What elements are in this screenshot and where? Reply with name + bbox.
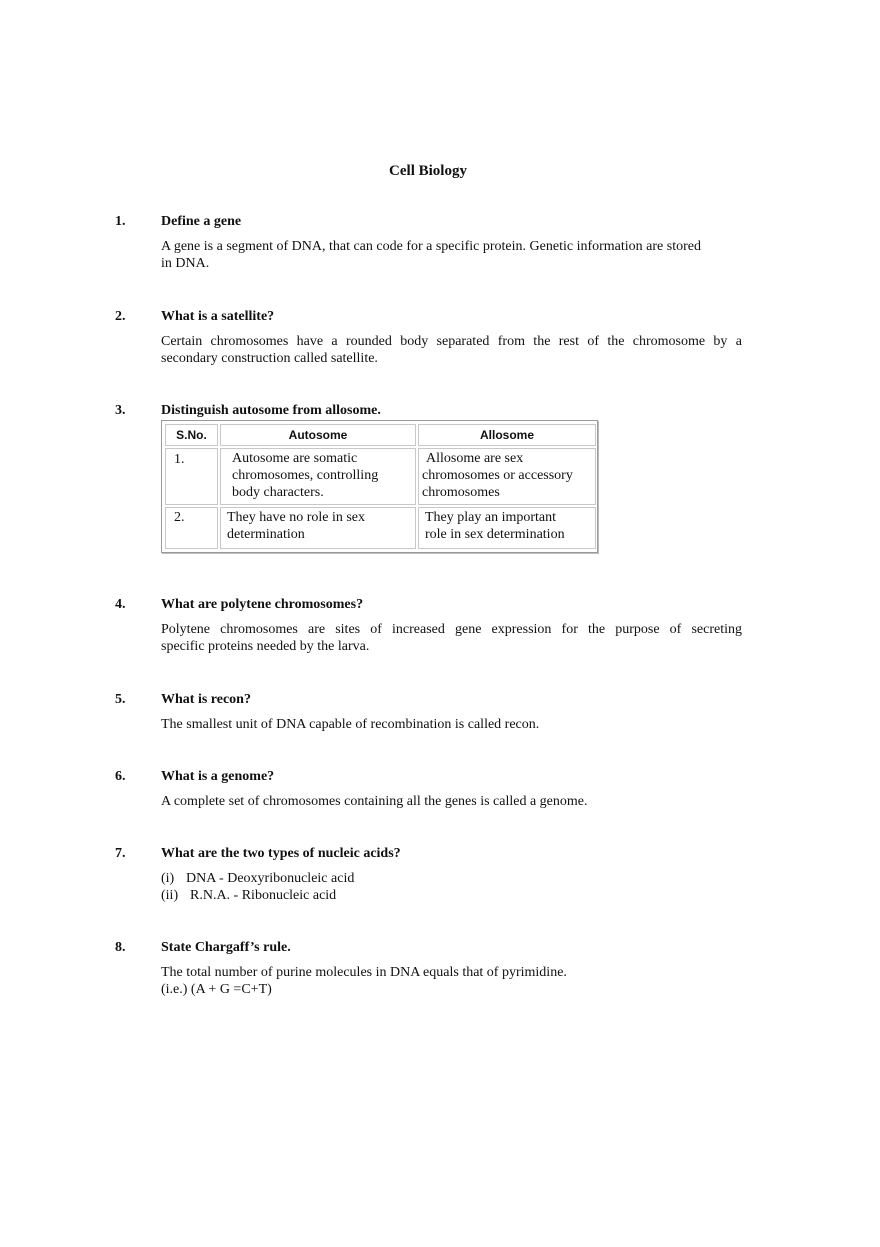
answer-line: secondary construction called satellite. (161, 351, 378, 366)
question-text: What is a genome? (161, 769, 275, 784)
answer (161, 333, 742, 367)
answer-line: Polytene chromosomes are sites of increased gene expression for the purpose of secreting (161, 622, 742, 637)
answer-line: A complete set of chromosomes containing all the genes is called a genome. (161, 794, 588, 809)
answer (161, 238, 742, 272)
table-header-allosome: Allosome (418, 424, 596, 446)
answer-line: in DNA. (161, 256, 210, 271)
cell-text: They play an important (425, 510, 557, 525)
answer (161, 793, 742, 810)
cell-text: Autosome are somatic (232, 451, 358, 466)
cell-text: 2. (174, 510, 185, 525)
cell-text: 1. (174, 452, 185, 467)
question-text: What is a satellite? (161, 309, 275, 324)
question-number: 3. (115, 403, 126, 418)
answer-line: (i.e.) (A + G =C+T) (161, 982, 272, 997)
answer-line: A gene is a segment of DNA, that can code for a specific protein. Genetic information are stored (161, 239, 701, 254)
table-cell-allosome (418, 507, 596, 549)
question-text: Define a gene (161, 214, 242, 229)
answer (161, 716, 742, 733)
question-text: What is recon? (161, 692, 251, 707)
answer-list (161, 870, 742, 904)
answer-line: Certain chromosomes have a rounded body separated from the rest of the chromosome by a (161, 334, 742, 349)
question-number: 6. (115, 769, 126, 784)
table-cell-sno (165, 507, 218, 549)
question-number: 7. (115, 846, 126, 861)
question-number: 8. (115, 940, 126, 955)
cell-text: chromosomes, controlling (232, 468, 379, 483)
list-item-label: (i) (161, 871, 175, 886)
question-text: What are the two types of nucleic acids? (161, 846, 401, 861)
question-text: What are polytene chromosomes? (161, 597, 364, 612)
cell-text: determination (227, 527, 305, 542)
answer-line: The smallest unit of DNA capable of recombination is called recon. (161, 717, 540, 732)
cell-text: body characters. (232, 485, 324, 500)
question-number: 2. (115, 309, 126, 324)
list-item-text: DNA - Deoxyribonucleic acid (186, 871, 355, 886)
question-text: Distinguish autosome from allosome. (161, 403, 381, 418)
table-cell-autosome (220, 507, 416, 549)
table-header-sno: S.No. (165, 424, 218, 446)
comparison-table (161, 420, 598, 553)
list-item-label: (ii) (161, 888, 179, 903)
answer-line: specific proteins needed by the larva. (161, 639, 370, 654)
answer-line: The total number of purine molecules in DNA equals that of pyrimidine. (161, 965, 567, 980)
question-text: State Chargaff’s rule. (161, 940, 291, 955)
table-cell-allosome (418, 448, 596, 505)
list-item (161, 870, 742, 887)
table-header-autosome: Autosome (220, 424, 416, 446)
page-title: Cell Biology (389, 163, 467, 179)
cell-text: chromosomes (422, 485, 500, 500)
table-cell-sno (165, 448, 218, 505)
question-number: 1. (115, 214, 126, 229)
cell-text: chromosomes or accessory (422, 468, 573, 483)
list-item-text: R.N.A. - Ribonucleic acid (190, 888, 337, 903)
list-item (161, 887, 742, 904)
answer (161, 964, 742, 998)
table-cell-autosome (220, 448, 416, 505)
cell-text: role in sex determination (425, 527, 565, 542)
cell-text: They have no role in sex (227, 510, 366, 525)
answer (161, 621, 742, 655)
question-number: 4. (115, 597, 126, 612)
cell-text: Allosome are sex (426, 451, 524, 466)
question-number: 5. (115, 692, 126, 707)
